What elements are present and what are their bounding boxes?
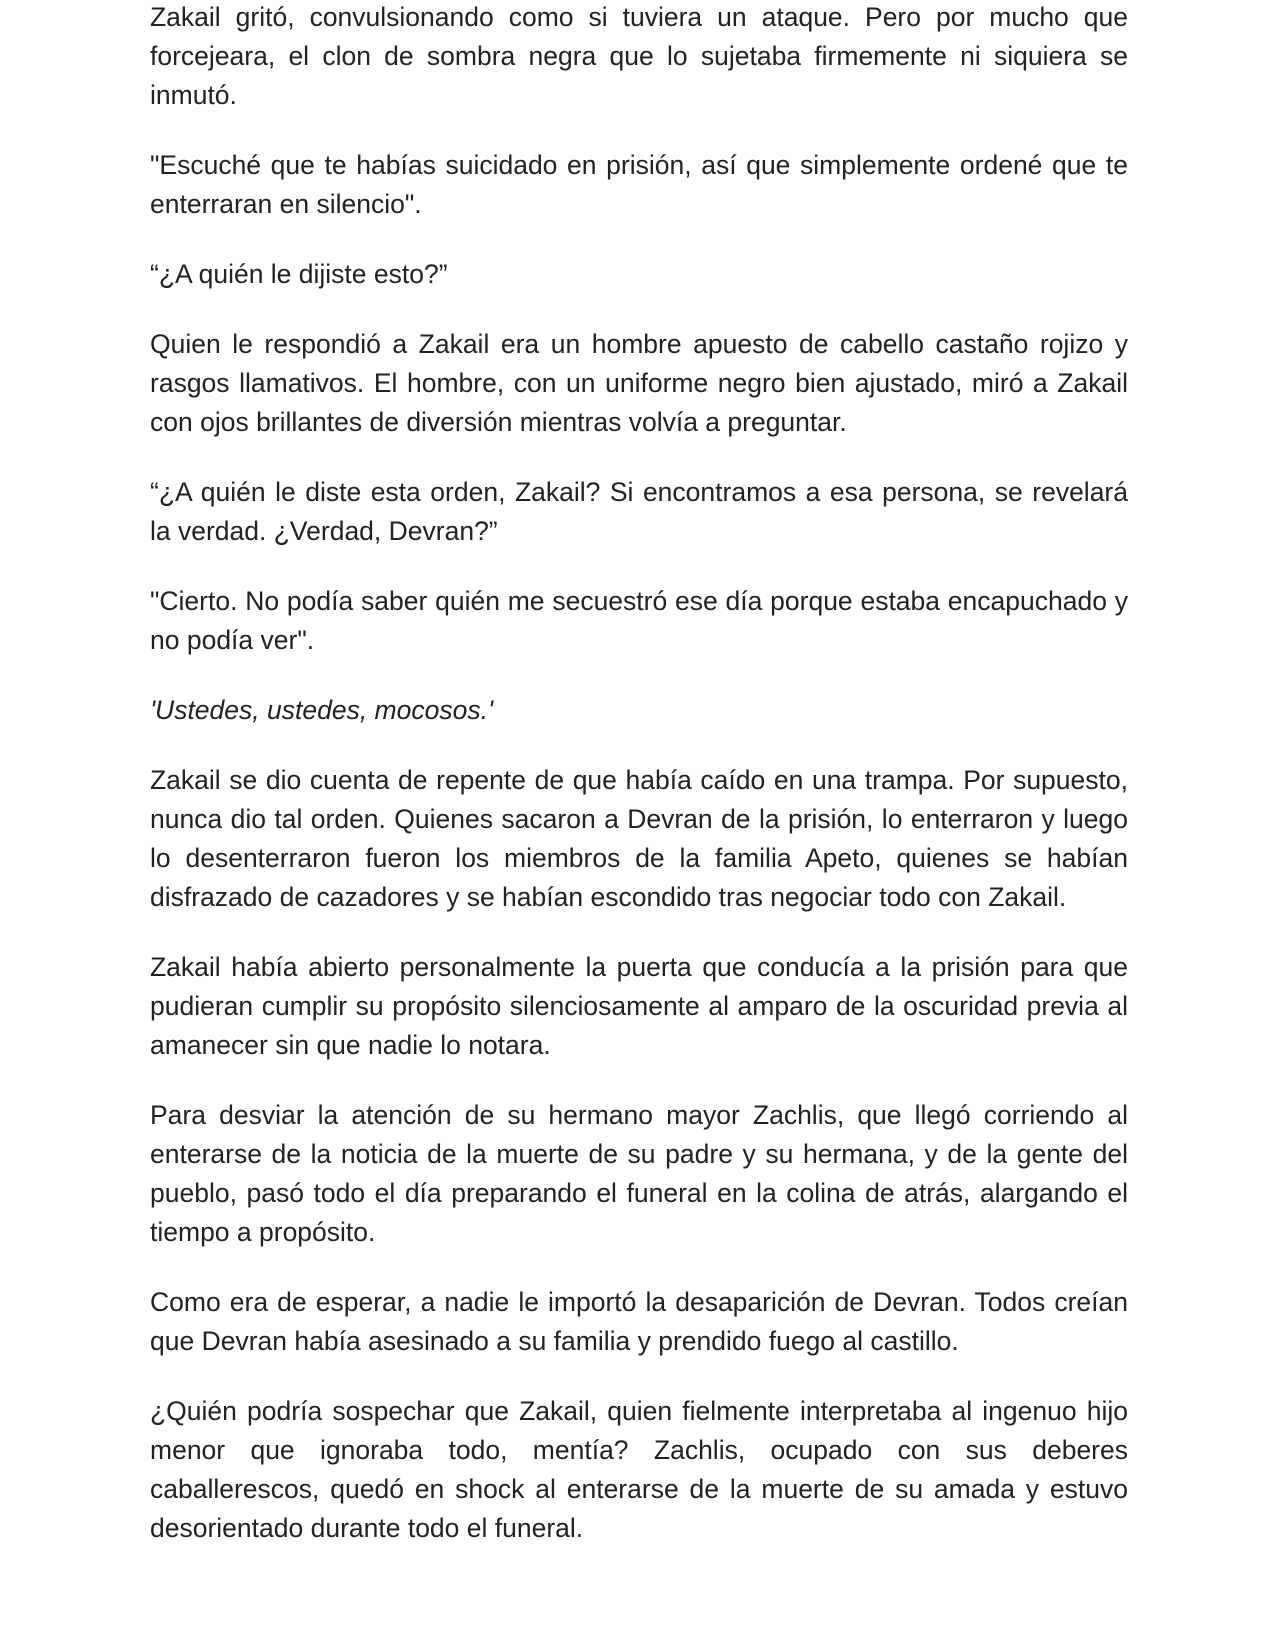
paragraph-5: “¿A quién le diste esta orden, Zakail? Si encontramos a esa persona, se revelará la verdad. ¿Verdad, Devran?” [150,477,1128,546]
paragraph-1: Zakail gritó, convulsionando como si tuviera un ataque. Pero por mucho que forcejeara, el clon de sombra negra que lo sujetaba firmemente ni siquiera se inmutó. [150,2,1128,110]
paragraph-9: Zakail había abierto personalmente la puerta que conducía a la prisión para que pudieran cumplir su propósito silenciosamente al amparo de la oscuridad previa al amanecer sin que nadie lo notara. [150,952,1128,1060]
paragraph-11: Como era de esperar, a nadie le importó la desaparición de Devran. Todos creían que Devran había asesinado a su familia y prendido fuego al castillo. [150,1287,1128,1356]
paragraph-8: Zakail se dio cuenta de repente de que había caído en una trampa. Por supuesto, nunca dio tal orden. Quienes sacaron a Devran de la prisión, lo enterraron y luego lo desenterraron fueron los miembros de la familia Apeto, quienes se habían disfrazado de cazadores y se habían escondido tras negociar todo con Zakail. [150,765,1128,912]
paragraph-7-italic-thought: 'Ustedes, ustedes, mocosos.' [150,695,493,725]
paragraph-6: "Cierto. No podía saber quién me secuestró ese día porque estaba encapuchado y no podía ver". [150,586,1128,655]
paragraph-12: ¿Quién podría sospechar que Zakail, quien fielmente interpretaba al ingenuo hijo menor que ignoraba todo, mentía? Zachlis, ocupado con sus deberes caballerescos, quedó en shock al enterarse de la muerte de su amada y estuvo desorientado durante todo el funeral. [150,1396,1128,1543]
paragraph-3: “¿A quién le dijiste esto?” [150,259,448,289]
paragraph-10: Para desviar la atención de su hermano mayor Zachlis, que llegó corriendo al enterarse de la noticia de la muerte de su padre y su hermana, y de la gente del pueblo, pasó todo el día preparando el funeral en la colina de atrás, alargando el tiempo a propósito. [150,1100,1128,1247]
document-page [150,0,1128,1579]
paragraph-4: Quien le respondió a Zakail era un hombre apuesto de cabello castaño rojizo y rasgos llamativos. El hombre, con un uniforme negro bien ajustado, miró a Zakail con ojos brillantes de diversión mientras volvía a preguntar. [150,329,1128,437]
paragraph-2: "Escuché que te habías suicidado en prisión, así que simplemente ordené que te enterraran en silencio". [150,150,1128,219]
